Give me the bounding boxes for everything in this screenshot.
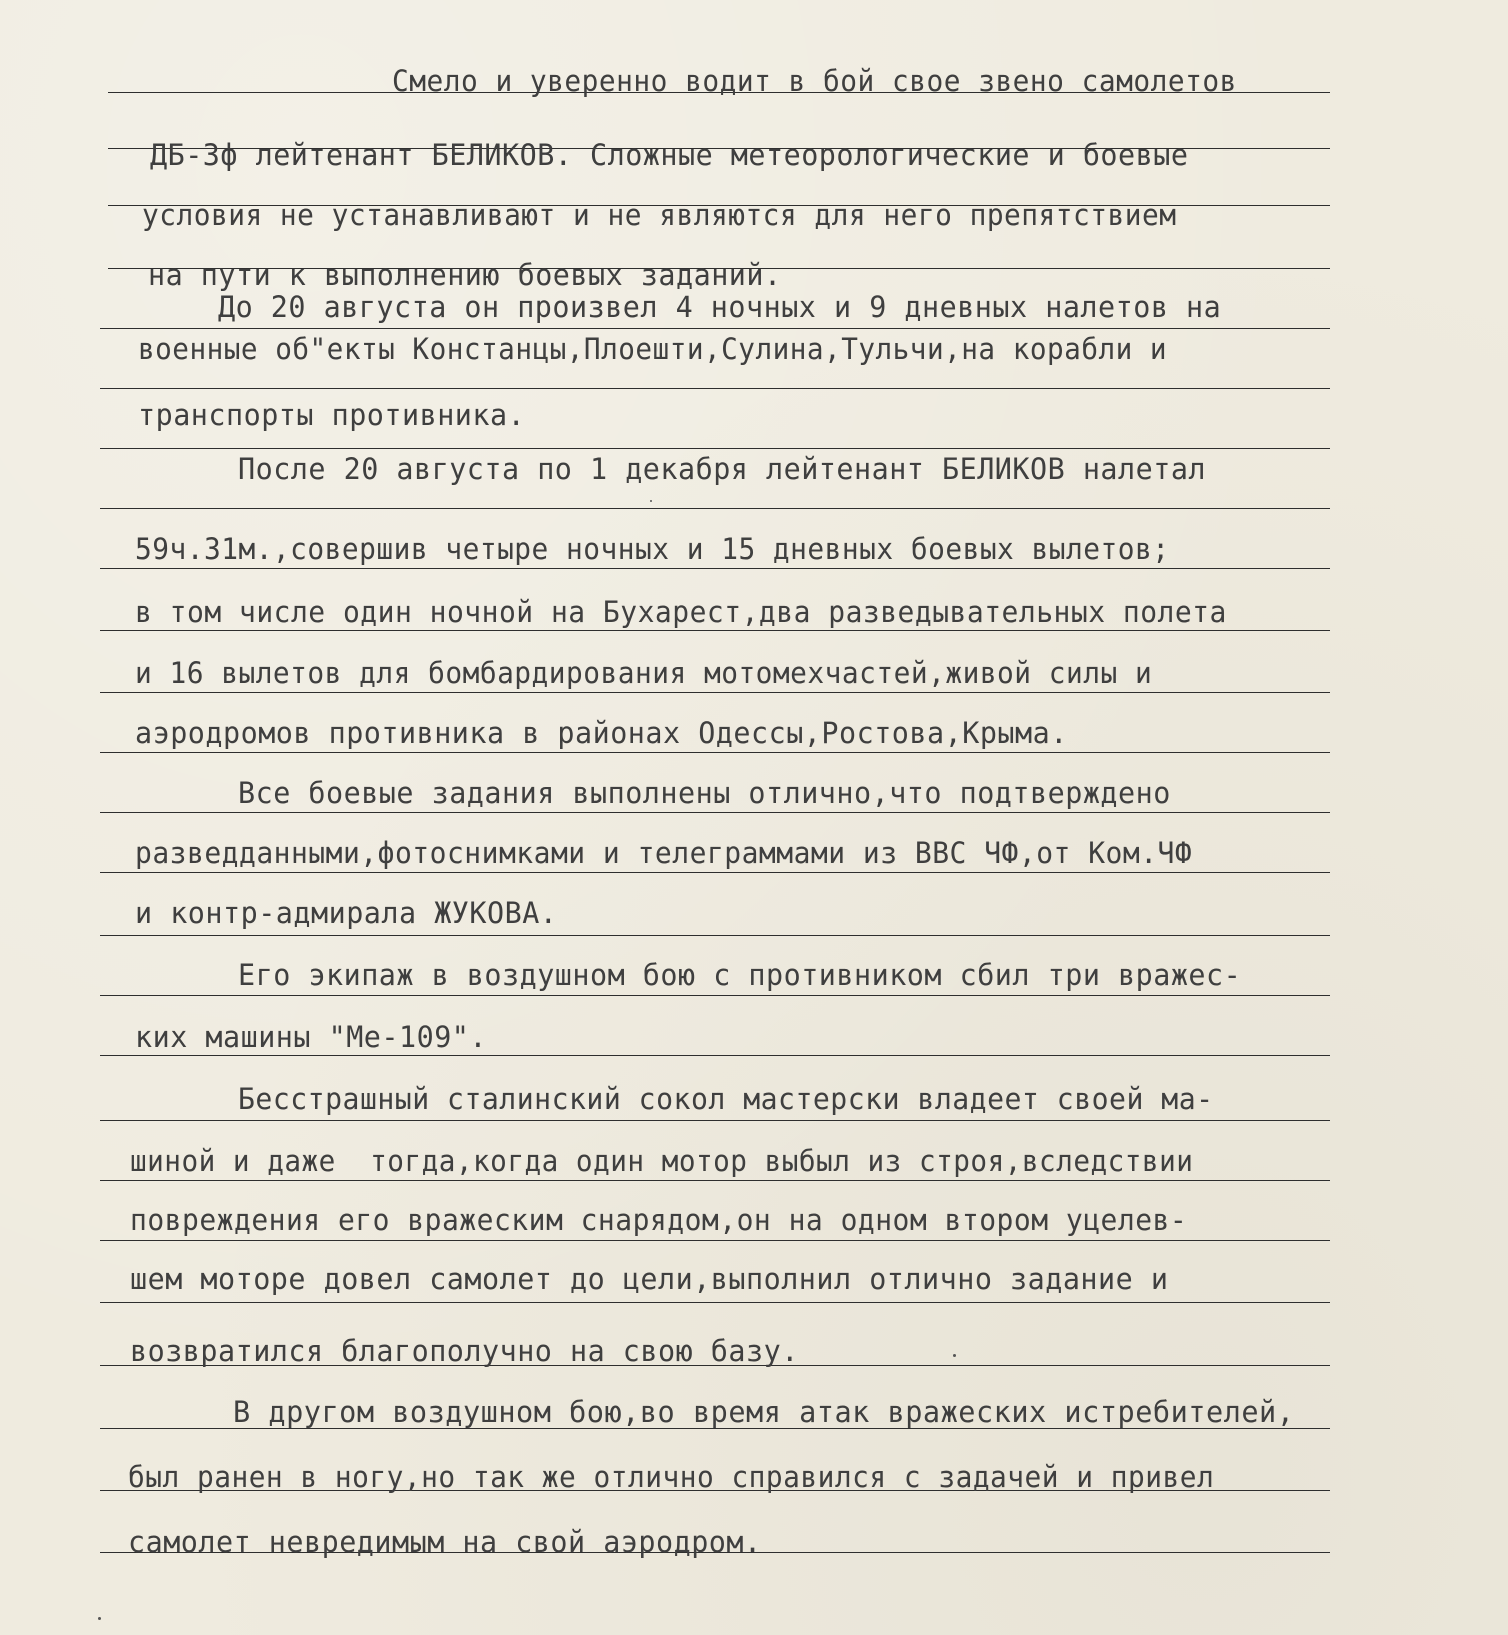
text-line: В другом воздушном бою,во время атак вражеских истребителей, xyxy=(233,1395,1295,1429)
rule-line xyxy=(100,935,1330,936)
text-line: Его экипаж в воздушном бою с противником сбил три вражес- xyxy=(238,958,1242,992)
text-line: Бесстрашный сталинский сокол мастерски владеет своей ма- xyxy=(238,1082,1214,1116)
ink-speck xyxy=(98,1617,101,1620)
text-line: ДБ-3ф лейтенант БЕЛИКОВ. Сложные метеорологические и боевые xyxy=(150,138,1189,172)
text-line: ких машины "Ме-109". xyxy=(135,1020,488,1054)
text-line: Смело и уверенно водит в бой свое звено самолетов xyxy=(392,64,1237,98)
rule-line xyxy=(100,692,1330,693)
rule-line xyxy=(100,568,1330,569)
rule-line xyxy=(100,328,1330,329)
text-line: был ранен в ногу,но так же отлично справился с задачей и привел xyxy=(128,1460,1215,1494)
text-line: условия не устанавливают и не являются для него препятствием xyxy=(142,198,1177,232)
text-line: на пути к выполнению боевых заданий. xyxy=(148,258,782,292)
rule-line xyxy=(100,1055,1330,1056)
ink-speck xyxy=(650,500,652,502)
rule-line xyxy=(100,1180,1330,1181)
text-line: и 16 вылетов для бомбардирования мотомехчастей,живой силы и xyxy=(135,656,1153,690)
ink-speck xyxy=(953,1354,956,1357)
rule-line xyxy=(100,1240,1330,1241)
rule-line xyxy=(100,630,1330,631)
text-line: шем моторе довел самолет до цели,выполнил отлично задание и xyxy=(130,1262,1169,1296)
text-line: транспорты противника. xyxy=(138,398,526,432)
text-line: военные об"екты Констанцы,Плоешти,Сулина,Тульчи,на корабли и xyxy=(138,332,1168,366)
text-line: и контр-адмирала ЖУКОВА. xyxy=(135,896,558,930)
text-line: самолет невредимым на свой аэродром. xyxy=(128,1525,762,1559)
rule-line xyxy=(100,752,1330,753)
rule-line xyxy=(100,508,1330,509)
text-line: аэродромов противника в районах Одессы,Ростова,Крыма. xyxy=(135,716,1068,750)
text-line: разведданными,фотоснимками и телеграммами из ВВС ЧФ,от Ком.ЧФ xyxy=(135,836,1193,870)
rule-line xyxy=(100,872,1330,873)
rule-line xyxy=(100,1120,1330,1121)
rule-line xyxy=(100,448,1330,449)
rule-line xyxy=(100,388,1330,389)
text-line: возвратился благополучно на свою базу. xyxy=(130,1334,799,1368)
rule-line xyxy=(100,995,1330,996)
text-line: шиной и даже тогда,когда один мотор выбыл из строя,вследствии xyxy=(130,1144,1194,1178)
rule-line xyxy=(100,1302,1330,1303)
rule-line xyxy=(100,812,1330,813)
text-line: До 20 августа он произвел 4 ночных и 9 дневных налетов на xyxy=(218,290,1222,324)
text-line: Все боевые задания выполнены отлично,что подтверждено xyxy=(238,776,1171,810)
text-line: После 20 августа по 1 декабря лейтенант БЕЛИКОВ налетал xyxy=(238,452,1207,486)
text-line: 59ч.31м.,совершив четыре ночных и 15 дневных боевых вылетов; xyxy=(135,532,1170,566)
text-line: повреждения его вражеским снарядом,он на одном втором уцелев- xyxy=(130,1203,1188,1237)
text-line: в том числе один ночной на Бухарест,два разведывательных полета xyxy=(135,595,1227,629)
